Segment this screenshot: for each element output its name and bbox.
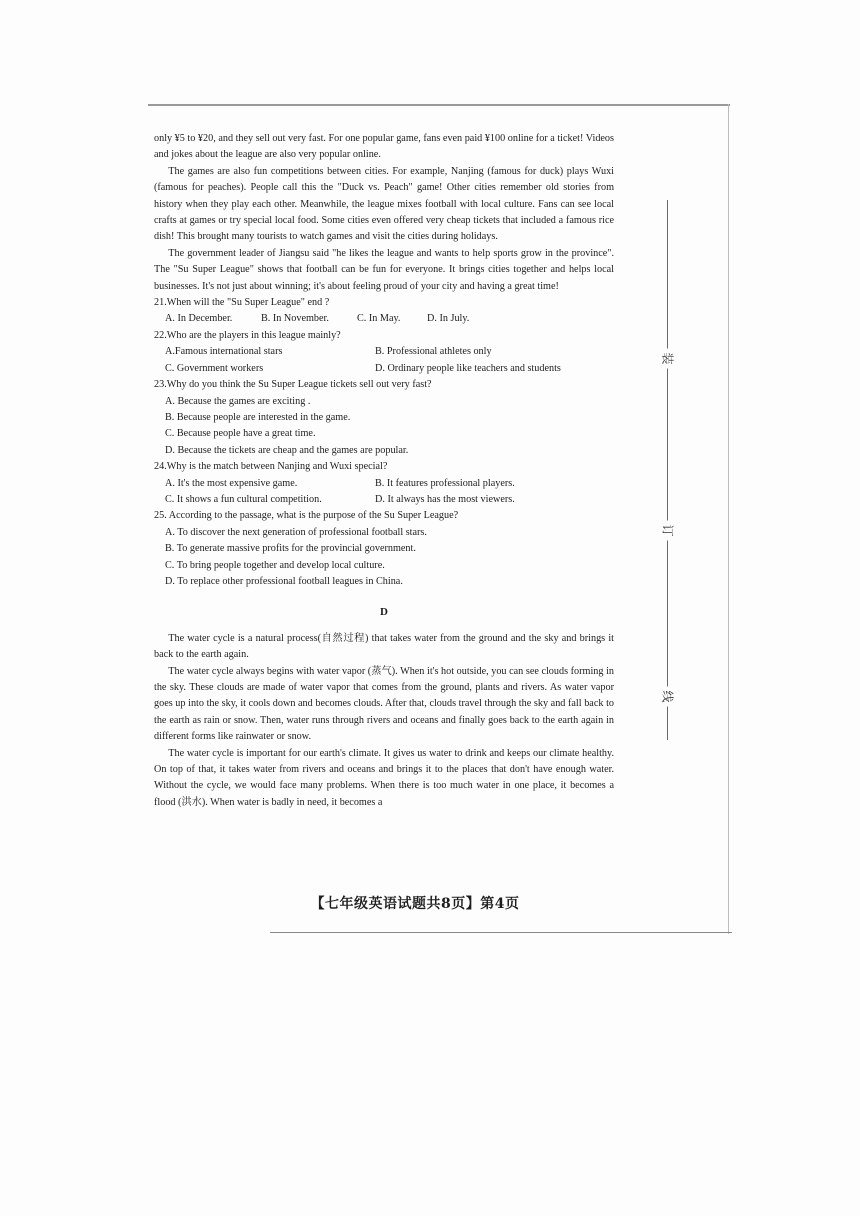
answer-options [154, 476, 614, 509]
question-stem: 22.Who are the players in this league mainly? [154, 329, 341, 341]
option-c: C. Because people have a great time. [165, 428, 316, 440]
binding-mark-xian: 线 [660, 687, 677, 707]
option-c: C. It shows a fun cultural competition. [165, 493, 322, 505]
question-22 [154, 328, 614, 377]
question-25 [154, 508, 614, 590]
option-b: B. Professional athletes only [375, 346, 492, 358]
question-stem: 21.When will the "Su Super League" end ? [154, 297, 330, 309]
question-21 [154, 295, 614, 328]
page-content [154, 131, 614, 811]
binding-line [667, 200, 668, 740]
option-a: A. It's the most expensive game. [165, 477, 298, 489]
answer-options [154, 311, 614, 327]
option-b: B. It features professional players. [375, 477, 515, 489]
passage-d-paragraph-2: The water cycle always begins with water vapor (蒸气). When it's hot outside, you can see clouds forming in the sky. These clouds are made of water vapor that comes from the ground, plants and rivers. As water vapor goes up into the sky, it cools down and becomes clouds. After that, clouds travel through the sky and fall back to the earth as rain or snow. Then, water runs through rivers and oceans and finally goes back to the earth again in different forms like rainwater or snow. [154, 665, 614, 743]
page-footer: 【七年级英语试题共8页】第4页 [310, 896, 520, 912]
question-stem: 24.Why is the match between Nanjing and Wuxi special? [154, 461, 388, 473]
option-d: D. In July. [427, 313, 470, 325]
answer-options [154, 394, 614, 460]
answer-options [154, 525, 614, 591]
option-b: B. In November. [261, 313, 329, 325]
passage-d-paragraph-1: The water cycle is a natural process(自然过程) that takes water from the ground and the sky and brings it back to the earth again. [154, 632, 614, 661]
passage-d-paragraph-3: The water cycle is important for our earth's climate. It gives us water to drink and keeps our climate healthy. On top of that, it takes water from rivers and oceans and brings it to the places that don't have enough water. Without the cycle, we would face many problems. When there is too much water in one place, it becomes a flood (洪水). When water is badly in need, it becomes a [154, 747, 614, 808]
option-a: A.Famous international stars [165, 346, 283, 358]
top-rule [148, 104, 730, 106]
option-d: D. Ordinary people like teachers and students [375, 362, 561, 374]
answer-options [154, 344, 614, 377]
binding-margin [658, 200, 678, 740]
passage-c-paragraph-1: only ¥5 to ¥20, and they sell out very fast. For one popular game, fans even paid ¥100 online for a ticket! Videos and jokes about the league are also very popular online. [154, 133, 614, 161]
question-stem: 25. According to the passage, what is the purpose of the Su Super League? [154, 510, 459, 522]
question-stem: 23.Why do you think the Su Super League tickets sell out very fast? [154, 379, 432, 391]
option-a: A. Because the games are exciting . [165, 395, 311, 407]
option-c: C. In May. [357, 313, 401, 325]
page-right-edge [728, 104, 729, 934]
option-c: C. Government workers [165, 362, 264, 374]
option-a: A. To discover the next generation of professional football stars. [165, 526, 427, 538]
bottom-rule [270, 932, 732, 933]
option-c: C. To bring people together and develop local culture. [165, 559, 385, 571]
section-d-heading: D [380, 606, 388, 619]
option-d: D. To replace other professional football leagues in China. [165, 575, 403, 587]
option-d: D. It always has the most viewers. [375, 493, 515, 505]
passage-c-paragraph-2: The games are also fun competitions between cities. For example, Nanjing (famous for duck) plays Wuxi (famous for peaches). People call this the "Duck vs. Peach" game! Other cities remember old stories from history when they play each other. Meanwhile, the league mixes football with local culture. Fans can see local crafts at games or try special local food. Some cities even offered very cheap tickets that included a famous rice dish! This brought many tourists to watch games and visit the cities during holidays. [154, 165, 614, 243]
question-24 [154, 459, 614, 508]
binding-mark-zhuang: 装 [660, 349, 677, 369]
option-b: B. To generate massive profits for the provincial government. [165, 543, 416, 555]
option-d: D. Because the tickets are cheap and the games are popular. [165, 444, 409, 456]
option-a: A. In December. [165, 313, 233, 325]
passage-c-paragraph-3: The government leader of Jiangsu said "he likes the league and wants to help sports grow in the province". The "Su Super League" shows that football can be fun for everyone. It brings cities together and helps local businesses. It's not just about winning; it's about feeling proud of your city and having a great time! [154, 247, 614, 292]
question-23 [154, 377, 614, 459]
option-b: B. Because people are interested in the game. [165, 411, 351, 423]
binding-mark-ding: 订 [660, 521, 677, 541]
